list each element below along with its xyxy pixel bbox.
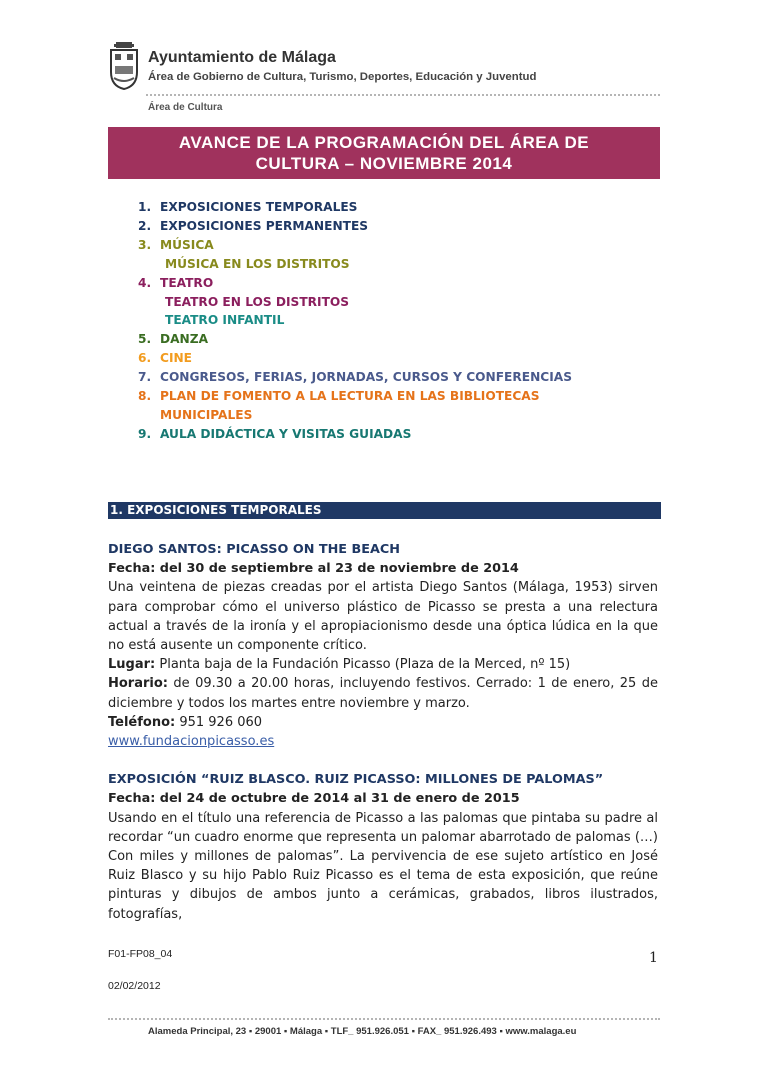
- toc-item: 9. AULA DIDÁCTICA Y VISITAS GUIADAS: [138, 426, 412, 441]
- coat-of-arms-icon: [108, 42, 140, 90]
- exhibition-date: Fecha: del 30 de septiembre al 23 de noviembre de 2014: [108, 561, 519, 577]
- toc-subitem: TEATRO INFANTIL: [165, 313, 285, 328]
- exhibition-description: Una veintena de piezas creadas por el artista Diego Santos (Málaga, 1953) sirven para comprobar cómo el universo plástico de Picasso se presta a una relectura actual a través de la ironía y el apropiacionismo desde una óptica lúdica en la que no está ausente un componente crítico.: [108, 580, 658, 654]
- toc-item: 1. EXPOSICIONES TEMPORALES: [138, 200, 358, 214]
- exhibition-title: EXPOSICIÓN “RUIZ BLASCO. RUIZ PICASSO: MILLONES DE PALOMAS”: [108, 772, 604, 788]
- organization-name: Ayuntamiento de Málaga: [148, 49, 336, 66]
- footer-date: 02/02/2012: [108, 980, 161, 992]
- document-title-banner: [108, 127, 660, 179]
- footer-divider: [108, 1018, 660, 1020]
- toc-item: 4. TEATRO: [138, 275, 214, 290]
- title-line-1: AVANCE DE LA PROGRAMACIÓN DEL ÁREA DE: [178, 133, 590, 152]
- section-content: [108, 540, 658, 924]
- exhibition-date: Fecha: del 24 de octubre de 2014 al 31 de enero de 2015: [108, 791, 520, 807]
- exhibition-website-link[interactable]: www.fundacionpicasso.es: [108, 734, 275, 750]
- organization-department: Área de Gobierno de Cultura, Turismo, Deportes, Educación y Juventud: [148, 71, 537, 83]
- area-label: Área de Cultura: [148, 102, 223, 113]
- form-code: F01-FP08_04: [108, 948, 173, 960]
- toc-item: 2. EXPOSICIONES PERMANENTES: [138, 218, 369, 233]
- toc-item: 8. PLAN DE FOMENTO A LA LECTURA EN LAS BIBLIOTECAS: [138, 389, 540, 404]
- page-number: 1: [649, 950, 658, 966]
- exhibition-title: DIEGO SANTOS: PICASSO ON THE BEACH: [108, 542, 400, 557]
- page-header: [108, 40, 660, 118]
- exhibition-phone: Teléfono: 951 926 060: [108, 714, 263, 730]
- exhibition-location: Lugar: Planta baja de la Fundación Picasso (Plaza de la Merced, nº 15): [108, 657, 571, 673]
- section-heading-bar: 1. EXPOSICIONES TEMPORALES: [108, 502, 661, 519]
- exhibition-hours: Horario: de 09.30 a 20.00 horas, incluyendo festivos. Cerrado: 1 de enero, 25 de diciembre y todos los martes entre noviembre y marzo.: [108, 676, 658, 711]
- exhibition-description: Usando en el título una referencia de Picasso a las palomas que pintaba su padre al recordar “un cuadro enorme que representa un palomar abarrotado de palomas (…) Con miles y millones de palomas”. La pervivencia de ese sujeto artístico en José Ruiz Blasco y su hijo Pablo Ruiz Picasso es el tema de esta exposición, que reúne pinturas y dibujos de ambos junto a cerámicas, grabados, libros ilustrados, fotografías,: [108, 810, 658, 922]
- title-line-2: CULTURA – NOVIEMBRE 2014: [255, 154, 513, 173]
- toc-item: 7. CONGRESOS, FERIAS, JORNADAS, CURSOS Y CONFERENCIAS: [138, 370, 572, 385]
- toc-subitem: TEATRO EN LOS DISTRITOS: [165, 294, 350, 309]
- toc-subitem: MÚSICA EN LOS DISTRITOS: [165, 256, 350, 271]
- toc-item: 3. MÚSICA: [138, 237, 214, 252]
- header-divider: [146, 94, 660, 96]
- toc-item: 5. DANZA: [138, 332, 209, 347]
- footer-address: Alameda Principal, 23 ▪ 29001 ▪ Málaga ▪ TLF_ 951.926.051 ▪ FAX_ 951.926.493 ▪ www.malaga.eu: [148, 1026, 577, 1037]
- toc-item: 6. CINE: [138, 351, 193, 366]
- toc-item-continuation: MUNICIPALES: [160, 407, 253, 422]
- table-of-contents: [138, 198, 658, 444]
